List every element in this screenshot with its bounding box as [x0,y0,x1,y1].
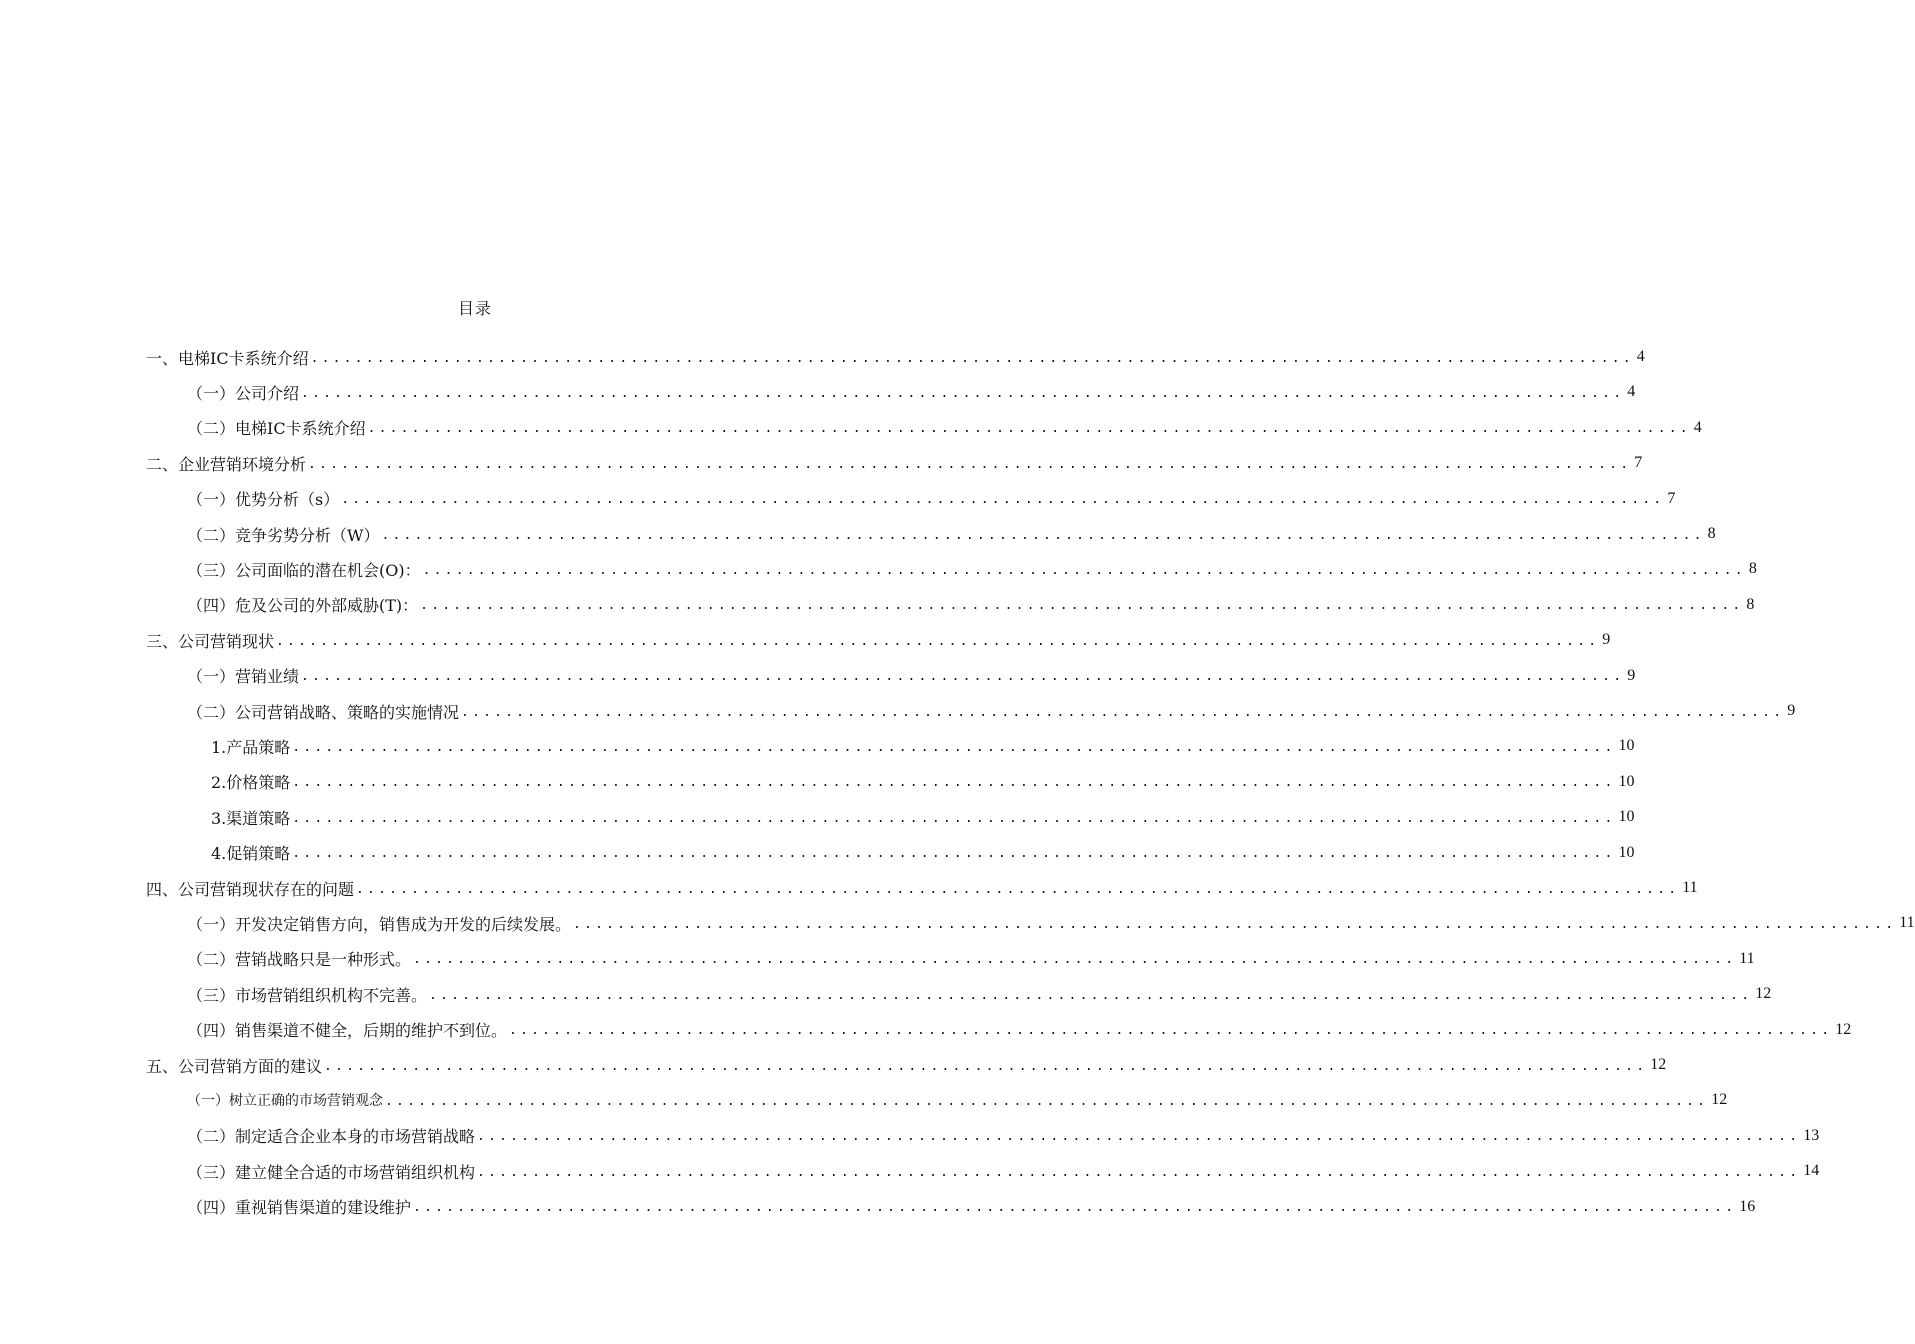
dot-leader: ........................................................................................................................ [429,987,1753,1003]
toc-entry-title: （一）营销业绩 [187,667,300,687]
toc-entry-page-number: 12 [1650,1056,1667,1073]
toc-entry[interactable] [211,838,1635,868]
toc-entry[interactable] [187,1121,1820,1151]
toc-entry[interactable] [187,944,1755,974]
toc-entry-page-number: 10 [1618,772,1635,790]
toc-entry[interactable] [146,625,1611,655]
dot-leader: ........................................................................................................................ [341,492,1665,508]
toc-entry[interactable] [187,590,1755,620]
toc-entry-page-number: 9 [1627,666,1636,684]
dot-leader: ........................................................................................................................ [477,1129,1801,1145]
toc-entry[interactable] [187,979,1772,1009]
toc-entry-title: （二）电梯IC卡系统介绍 [187,419,366,439]
toc-entry-title: （一）公司介绍 [187,383,300,403]
toc-entry[interactable] [146,342,1645,372]
toc-entry-title: 1.产品策略 [211,737,291,757]
toc-entry[interactable] [146,1050,1667,1080]
toc-entry-page-number: 16 [1739,1197,1756,1215]
toc-entry-title: 3.渠道策略 [211,808,291,828]
dot-leader: ........................................................................................................................ [276,633,1600,649]
toc-entry[interactable] [146,873,1698,903]
dot-leader: ........................................................................................................................ [367,421,1691,437]
toc-entry-page-number: 12 [1755,985,1772,1003]
dot-leader: ........................................................................................................................ [381,527,1705,543]
toc-entry-page-number: 4 [1636,348,1645,365]
dot-leader: ........................................................................................................................ [292,846,1616,862]
toc-entry-page-number: 11 [1899,914,1915,932]
toc-entry-title: （二）竞争劣势分析（W） [187,525,380,545]
dot-leader: ........................................................................................................................ [310,350,1634,366]
toc-entry-page-number: 9 [1787,702,1796,719]
toc-entry-page-number: 7 [1667,489,1676,507]
toc-entry-page-number: 10 [1618,737,1635,755]
toc-entry[interactable] [187,1085,1728,1115]
dot-leader: ........................................................................................................................ [292,775,1616,791]
toc-entry-page-number: 8 [1748,560,1757,578]
toc-entry-title: （一）优势分析（s） [187,490,340,510]
toc-entry-title: （二）公司营销战略、策略的实施情况 [187,702,460,722]
toc-entry-title: （二）制定适合企业本身的市场营销战略 [187,1127,476,1147]
dot-leader: ........................................................................................................................ [573,916,1897,932]
toc-entry-page-number: 4 [1693,418,1702,436]
dot-leader: ........................................................................................................................ [420,598,1744,614]
dot-leader: ........................................................................................................................ [477,1164,1801,1180]
toc-entry-page-number: 10 [1618,843,1635,861]
dot-leader: ........................................................................................................................ [292,810,1616,826]
toc-entry-title: （三）市场营销组织机构不完善。 [187,985,428,1005]
toc-entry[interactable] [187,908,1915,938]
toc-entry-page-number: 12 [1711,1091,1728,1109]
toc-entry-page-number: 11 [1682,879,1698,896]
dot-leader: ........................................................................................................................ [509,1023,1833,1039]
toc-entry[interactable] [187,1015,1852,1045]
dot-leader: ........................................................................................................................ [301,669,1625,685]
toc-entry[interactable] [187,413,1702,443]
dot-leader: ........................................................................................................................ [324,1058,1648,1074]
toc-entry-page-number: 4 [1627,383,1636,401]
page-title: 目录 [457,299,492,318]
toc-entry[interactable] [211,731,1635,761]
toc-entry[interactable] [146,448,1643,478]
toc-entry[interactable] [187,554,1757,584]
toc-entry-page-number: 14 [1803,1162,1820,1180]
dot-leader: ........................................................................................................................ [422,562,1746,578]
toc-entry[interactable] [187,484,1676,514]
toc-entry-page-number: 7 [1634,454,1643,472]
dot-leader: ........................................................................................................................ [292,739,1616,755]
toc-entry-page-number: 12 [1835,1020,1852,1038]
toc-entry[interactable] [211,767,1635,797]
toc-entry-page-number: 11 [1739,949,1755,967]
toc-entry-title: （四）危及公司的外部威胁(T)： [187,596,419,616]
dot-leader: ........................................................................................................................ [461,704,1785,720]
toc-entry-title: （二）营销战略只是一种形式。 [187,950,412,970]
toc-entry[interactable] [187,377,1636,407]
toc-entry[interactable] [187,696,1796,726]
toc-entry-title: 二、企业营销环境分析 [146,454,307,474]
toc-entry-title: （一）树立正确的市场营销观念 [187,1093,383,1110]
toc-entry[interactable] [187,661,1636,691]
toc-entry[interactable] [187,1192,1756,1222]
toc-entry-page-number: 10 [1618,808,1635,826]
toc-entry-page-number: 8 [1746,595,1755,613]
toc-entry-title: 五、公司营销方面的建议 [146,1056,323,1076]
toc-entry-title: 4.促销策略 [211,844,291,864]
toc-entry-title: （四）销售渠道不健全，后期的维护不到位。 [187,1021,508,1041]
toc-entry-page-number: 9 [1602,631,1611,649]
toc-entry-title: 四、公司营销现状存在的问题 [146,879,355,899]
toc-entry-title: 三、公司营销现状 [146,631,275,651]
dot-leader: ........................................................................................................................ [413,1200,1737,1216]
toc-entry-title: 一、电梯IC卡系统介绍 [146,348,309,368]
dot-leader: ........................................................................................................................ [356,881,1680,897]
toc-entry-title: （一）开发决定销售方向，销售成为开发的后续发展。 [187,914,572,934]
toc-entry-page-number: 8 [1707,525,1716,542]
dot-leader: ........................................................................................................................ [413,952,1737,968]
toc-entry-title: 2.价格策略 [211,773,291,793]
toc-entry[interactable] [187,1156,1820,1186]
toc-entry-title: （四）重视销售渠道的建设维护 [187,1198,412,1218]
toc-entry[interactable] [187,519,1716,549]
dot-leader: ........................................................................................................................ [385,1093,1709,1109]
toc-entry-title: （三）建立健全合适的市场营销组织机构 [187,1162,476,1182]
toc-entry-page-number: 13 [1803,1126,1820,1144]
dot-leader: ........................................................................................................................ [308,456,1632,472]
toc-entry[interactable] [211,802,1635,832]
toc-entry-title: （三）公司面临的潜在机会(O)： [187,560,421,580]
dot-leader: ........................................................................................................................ [301,385,1625,401]
